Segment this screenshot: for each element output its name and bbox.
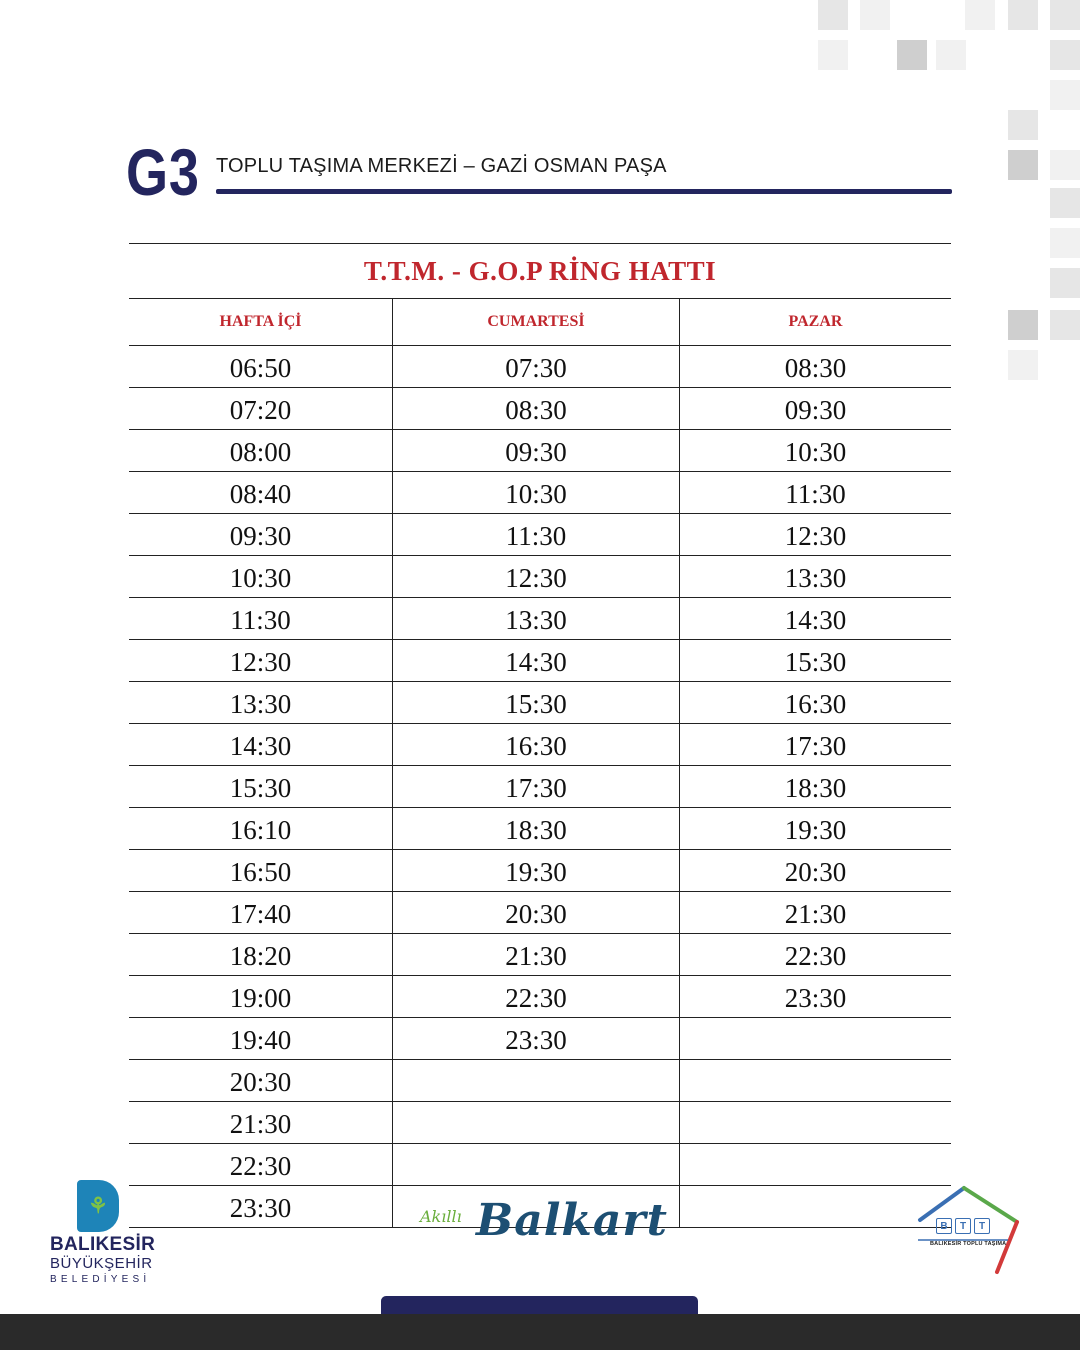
decor-square (1050, 150, 1080, 180)
decor-square (1050, 40, 1080, 70)
decor-square (1050, 188, 1080, 218)
time-cell-sunday: 11:30 (679, 472, 951, 514)
time-cell-weekday: 19:00 (129, 976, 392, 1018)
timetable-grid (129, 299, 951, 1228)
decor-square (1008, 150, 1038, 180)
time-cell-weekday: 06:50 (129, 346, 392, 388)
time-cell-saturday: 12:30 (392, 556, 679, 598)
route-header (126, 135, 952, 209)
time-cell-saturday: 13:30 (392, 598, 679, 640)
time-cell-saturday: 22:30 (392, 976, 679, 1018)
decor-square (1050, 310, 1080, 340)
decor-square (1008, 310, 1038, 340)
time-cell-weekday: 17:40 (129, 892, 392, 934)
balkart-big-text: Balkart (476, 1195, 668, 1246)
btt-letters (936, 1218, 990, 1234)
btt-letter: B (936, 1218, 952, 1234)
time-cell-weekday: 16:50 (129, 850, 392, 892)
time-cell-weekday: 12:30 (129, 640, 392, 682)
time-cell-weekday: 22:30 (129, 1144, 392, 1186)
time-cell-weekday: 11:30 (129, 598, 392, 640)
column-header-weekday: HAFTA İÇİ (129, 299, 392, 346)
time-cell-weekday: 13:30 (129, 682, 392, 724)
time-cell-weekday: 15:30 (129, 766, 392, 808)
time-cell-sunday: 21:30 (679, 892, 951, 934)
decor-square (1008, 350, 1038, 380)
time-cell-saturday: 15:30 (392, 682, 679, 724)
time-cell-weekday: 20:30 (129, 1060, 392, 1102)
time-cell-sunday: 13:30 (679, 556, 951, 598)
bbb-line2: BÜYÜKŞEHİR (50, 1255, 153, 1272)
route-code: G3 (126, 135, 200, 209)
decor-square (818, 40, 848, 70)
btt-letter: T (955, 1218, 971, 1234)
route-name: TOPLU TAŞIMA MERKEZİ – GAZİ OSMAN PAŞA (216, 155, 667, 177)
decor-square (1050, 228, 1080, 258)
time-cell-saturday: 16:30 (392, 724, 679, 766)
municipality-b-icon: ⚘ (77, 1180, 119, 1232)
time-cell-weekday: 07:20 (129, 388, 392, 430)
time-cell-weekday: 18:20 (129, 934, 392, 976)
decor-square (897, 40, 927, 70)
bottom-bar (0, 1314, 1080, 1350)
decor-square (936, 40, 966, 70)
time-cell-sunday: 22:30 (679, 934, 951, 976)
time-cell-saturday: 10:30 (392, 472, 679, 514)
time-cell-sunday: 19:30 (679, 808, 951, 850)
time-cell-saturday (392, 1102, 679, 1144)
time-cell-sunday: 10:30 (679, 430, 951, 472)
time-cell-saturday (392, 1144, 679, 1186)
decor-square (1050, 0, 1080, 30)
decor-square (1050, 268, 1080, 298)
balikesir-municipality-logo (50, 1180, 160, 1290)
time-cell-weekday: 14:30 (129, 724, 392, 766)
time-cell-saturday: 23:30 (392, 1018, 679, 1060)
time-cell-sunday: 17:30 (679, 724, 951, 766)
time-cell-sunday (679, 1186, 951, 1228)
bottom-tab (381, 1296, 698, 1316)
time-cell-weekday: 16:10 (129, 808, 392, 850)
time-cell-sunday: 09:30 (679, 388, 951, 430)
akilli-balkart-logo (420, 1195, 670, 1265)
bbb-line1: BALIKESİR (50, 1234, 156, 1255)
time-cell-sunday: 23:30 (679, 976, 951, 1018)
time-cell-weekday: 23:30 (129, 1186, 392, 1228)
time-cell-sunday: 08:30 (679, 346, 951, 388)
time-cell-saturday: 20:30 (392, 892, 679, 934)
time-cell-saturday: 19:30 (392, 850, 679, 892)
decor-square (860, 0, 890, 30)
route-underline (216, 189, 952, 194)
time-cell-weekday: 10:30 (129, 556, 392, 598)
time-cell-weekday: 09:30 (129, 514, 392, 556)
decor-square (965, 0, 995, 30)
time-cell-saturday: 17:30 (392, 766, 679, 808)
time-cell-saturday: 07:30 (392, 346, 679, 388)
time-cell-saturday: 18:30 (392, 808, 679, 850)
time-cell-sunday: 18:30 (679, 766, 951, 808)
time-cell-sunday (679, 1018, 951, 1060)
time-cell-saturday: 08:30 (392, 388, 679, 430)
column-header-sunday: PAZAR (679, 299, 951, 346)
time-cell-sunday: 14:30 (679, 598, 951, 640)
time-cell-weekday: 19:40 (129, 1018, 392, 1060)
timetable (129, 243, 951, 1228)
column-header-saturday: CUMARTESİ (392, 299, 679, 346)
decor-square (1008, 0, 1038, 30)
btt-subtitle: BALIKESİR TOPLU TAŞIMA (930, 1241, 1007, 1247)
time-cell-saturday: 09:30 (392, 430, 679, 472)
time-cell-sunday (679, 1144, 951, 1186)
time-cell-sunday: 12:30 (679, 514, 951, 556)
btt-letter: T (974, 1218, 990, 1234)
time-cell-sunday (679, 1060, 951, 1102)
btt-logo (912, 1180, 1027, 1280)
time-cell-sunday: 15:30 (679, 640, 951, 682)
time-cell-saturday: 14:30 (392, 640, 679, 682)
time-cell-weekday: 21:30 (129, 1102, 392, 1144)
time-cell-weekday: 08:00 (129, 430, 392, 472)
decor-square (1050, 80, 1080, 110)
time-cell-sunday: 20:30 (679, 850, 951, 892)
time-cell-sunday (679, 1102, 951, 1144)
time-cell-saturday: 21:30 (392, 934, 679, 976)
balkart-small-text: Akıllı (420, 1207, 462, 1226)
timetable-title: T.T.M. - G.O.P RİNG HATTI (129, 243, 951, 299)
decor-square (818, 0, 848, 30)
bbb-line3: BELEDİYESİ (50, 1274, 151, 1285)
time-cell-sunday: 16:30 (679, 682, 951, 724)
decor-square (1008, 110, 1038, 140)
time-cell-saturday: 11:30 (392, 514, 679, 556)
time-cell-saturday (392, 1060, 679, 1102)
time-cell-weekday: 08:40 (129, 472, 392, 514)
